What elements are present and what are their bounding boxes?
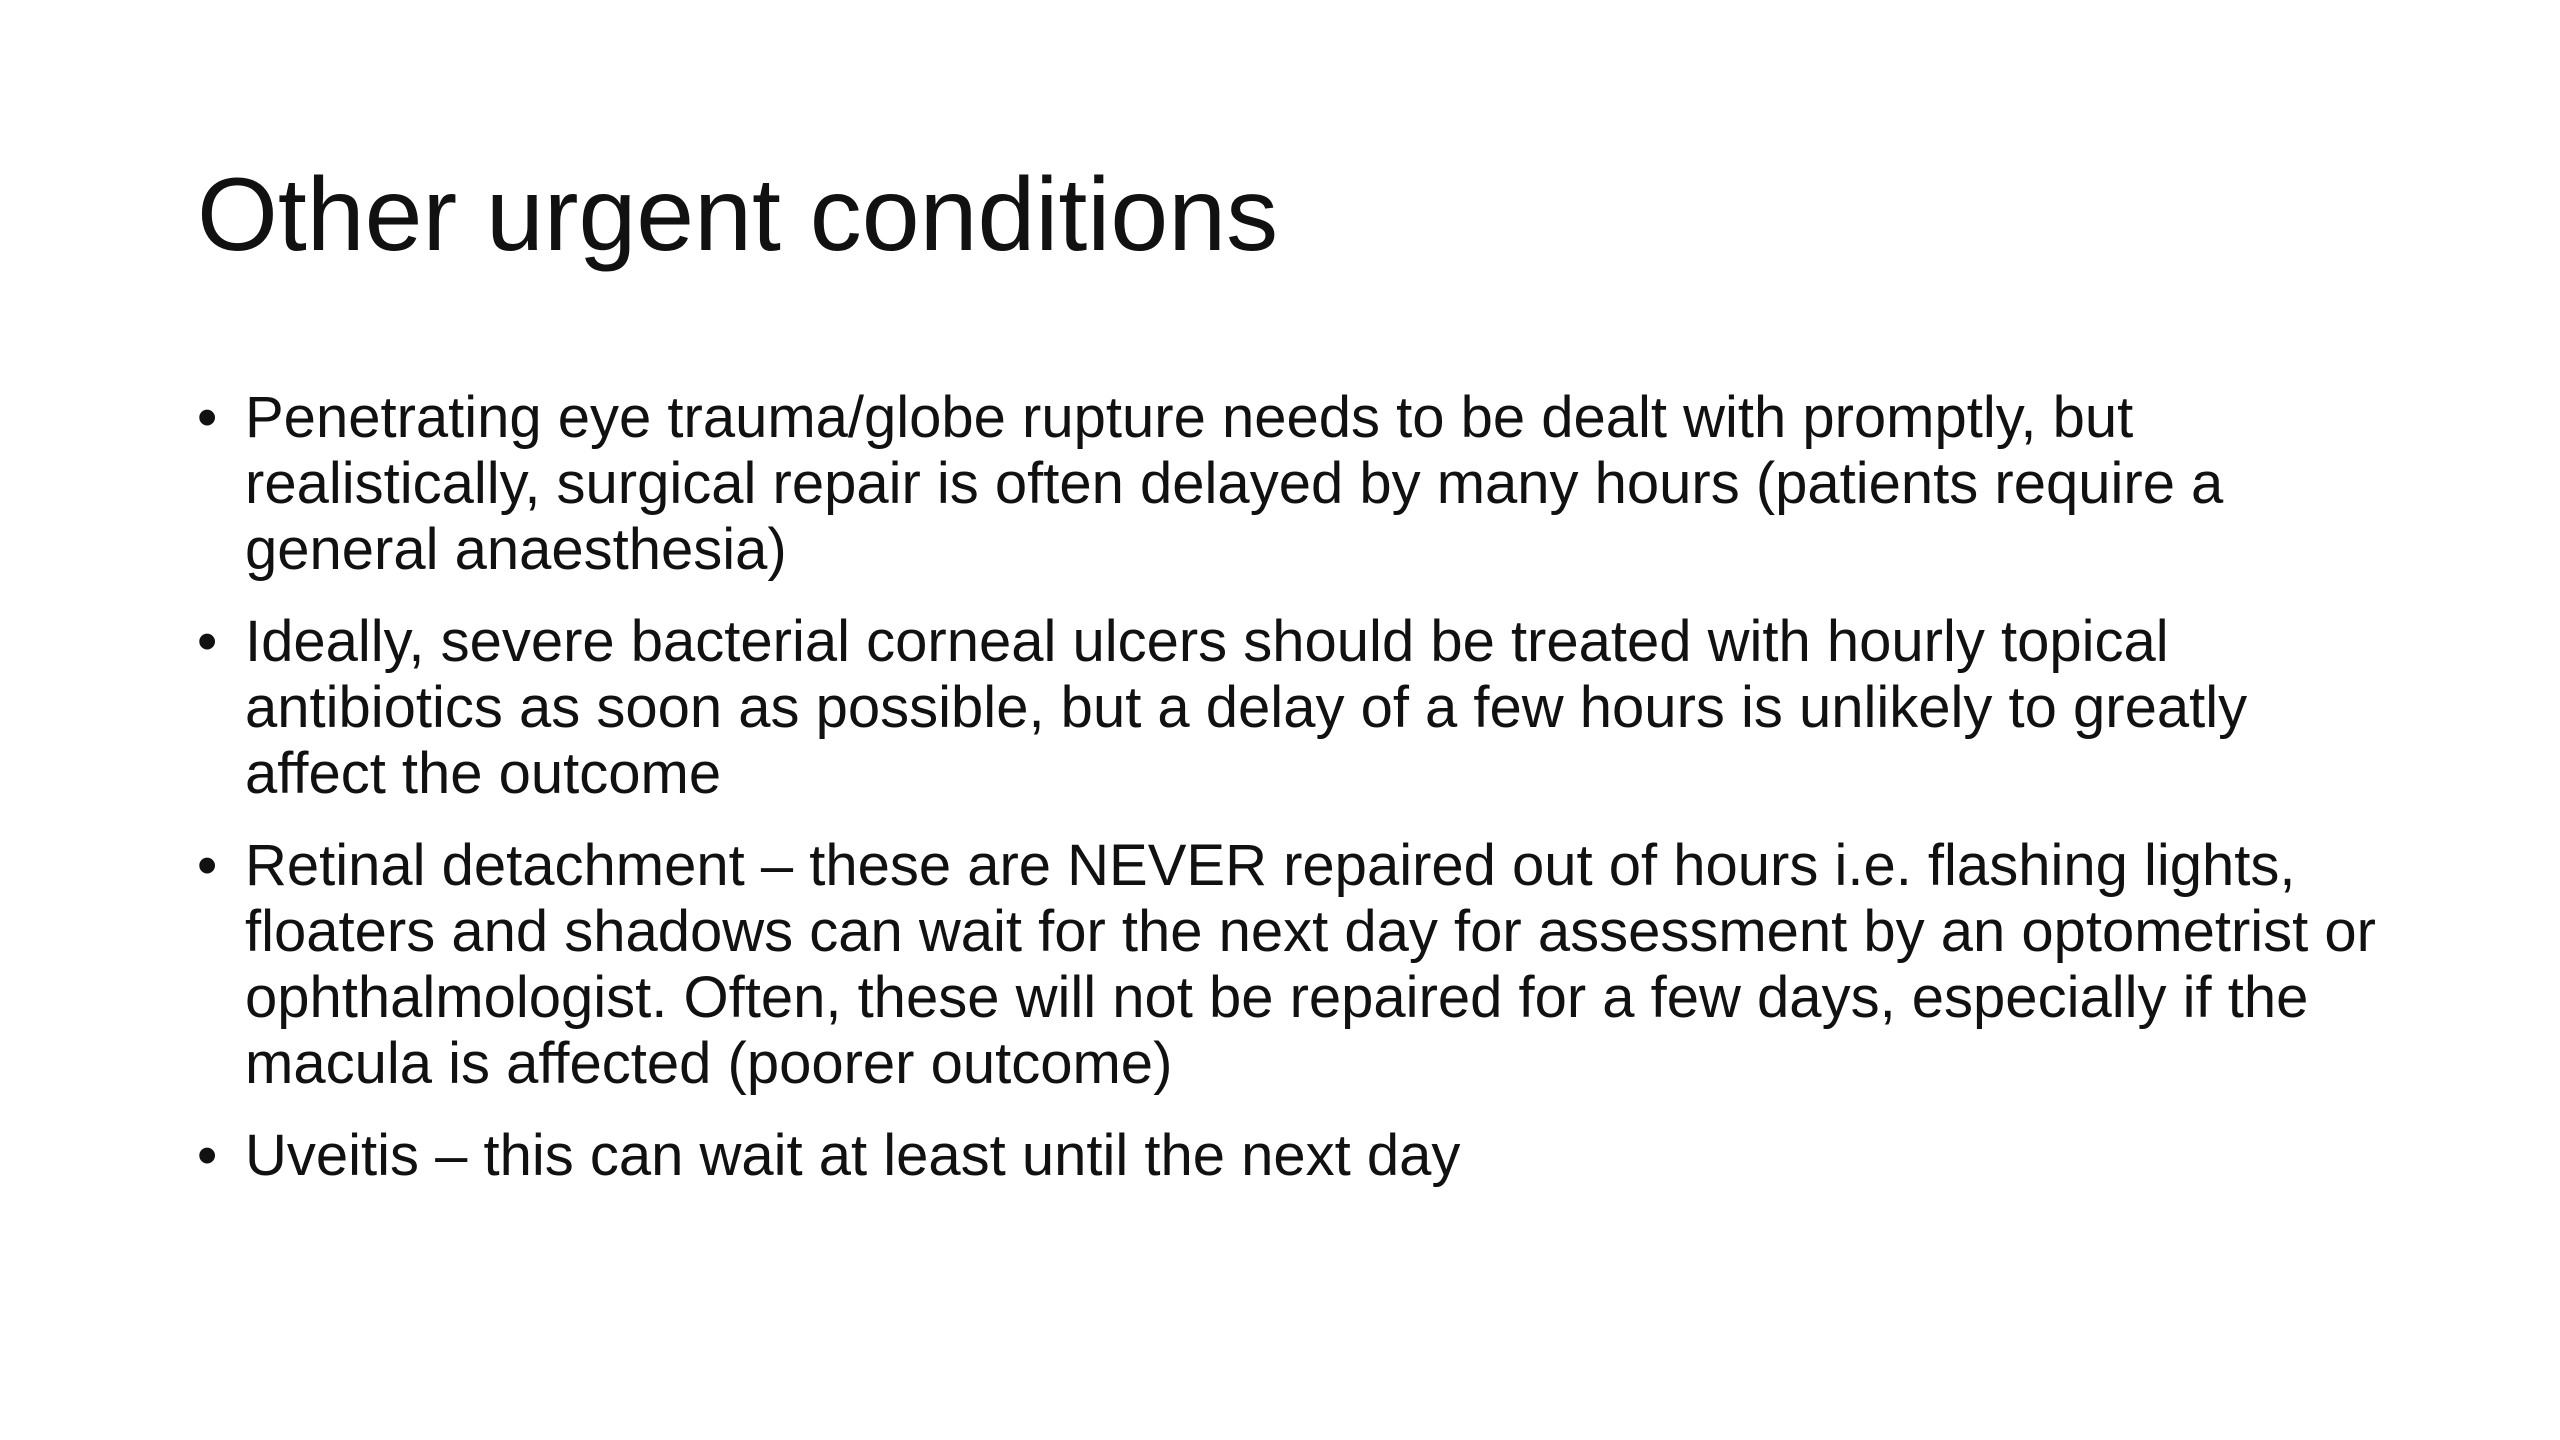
bullet-item [197,385,2397,583]
bullet-text: Uveitis – this can wait at least until the next day [245,1123,1461,1188]
slide-title: Other urgent conditions [197,157,1279,273]
bullet-item [197,833,2397,1097]
bullet-list [197,385,2397,1215]
bullet-icon: • [197,1123,218,1188]
bullet-icon: • [197,833,218,898]
bullet-icon: • [197,385,218,450]
bullet-text: Penetrating eye trauma/globe rupture needs to be dealt with promptly, but realistically, surgical repair is often delayed by many hours (patients require a general anaesthesia) [245,385,2224,582]
bullet-item [197,1123,2397,1189]
bullet-item [197,609,2397,807]
bullet-icon: • [197,609,218,674]
bullet-text: Retinal detachment – these are NEVER repaired out of hours i.e. flashing lights, floaters and shadows can wait for the next day for assessment by an optometrist or ophthalmologist. Often, these will not be repaired for a few days, especially if the macula is affected (poorer outcome) [245,833,2376,1096]
bullet-text: Ideally, severe bacterial corneal ulcers should be treated with hourly topical antibiotics as soon as possible, but a delay of a few hours is unlikely to greatly affect the outcome [245,609,2248,806]
